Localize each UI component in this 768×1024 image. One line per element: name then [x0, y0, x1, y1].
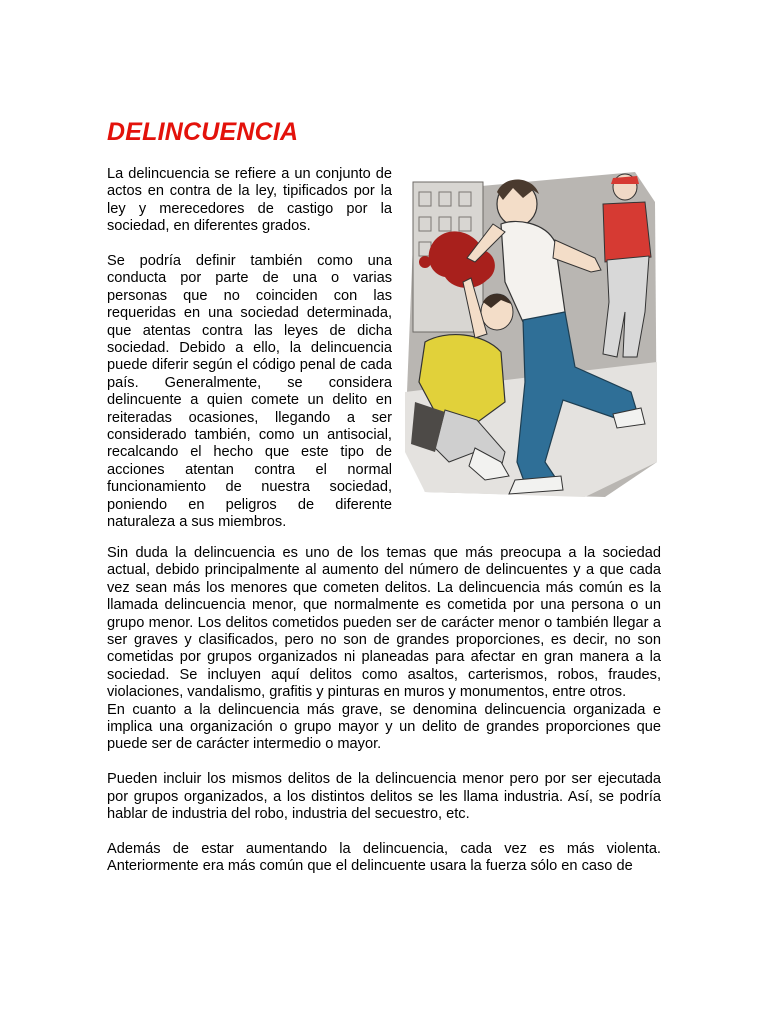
- intro-column: [107, 166, 392, 549]
- paragraph-violence: Además de estar aumentando la delincuencia, cada vez es más violenta. Anteriormente era más común que el delincuente usara la fuerza sólo en caso de: [107, 840, 661, 875]
- main-text: [107, 545, 661, 893]
- paragraph-conduct: Se podría definir también como una conducta por parte de una o varias personas que no coinciden con las requeridas en una sociedad determinada, que atentas contra las leyes de dicha sociedad. Debido a ello, la delincuencia puede diferir según el código penal de cada país. Generalmente, se considera delincuente a quien comete un delito en reiteradas ocasiones, llegando a ser considerado también, como un antisocial, recalcando el hecho que este tipo de acciones atentan contra el normal funcionamiento de nuestra sociedad, poniendo en peligros de diferente naturaleza a sus miembros.: [107, 253, 392, 531]
- street-fight-illustration: [405, 162, 657, 502]
- illustration-drawing: [405, 162, 657, 502]
- document-title: DELINCUENCIA: [107, 118, 299, 146]
- paragraph-industry: Pueden incluir los mismos delitos de la delincuencia menor pero por ser ejecutada por grupos organizados, a los distintos delitos se les llama industria. Así, se podría hablar de industria del robo, industria del secuestro, etc.: [107, 771, 661, 823]
- paragraph-organized: En cuanto a la delincuencia más grave, se denomina delincuencia organizada e implica una organización o grupo mayor y un delito de grandes proporciones que puede ser de carácter intermedio o mayor.: [107, 701, 661, 753]
- paragraph-definition: La delincuencia se refiere a un conjunto de actos en contra de la ley, tipificados por la ley y merecedores de castigo por la sociedad, en diferentes grados.: [107, 166, 392, 235]
- paragraph-concern: Sin duda la delincuencia es uno de los temas que más preocupa a la sociedad actual, debido principalmente al aumento del número de delincuentes y a que cada vez sean más los menores que cometen delitos. La delincuencia más común es la llamada delincuencia menor, que normalmente es cometida por una persona o un grupo menor. Los delitos cometidos pueden ser de carácter menor o también llegar a ser graves y clasificados, pero no son de grandes proporciones, es decir, no son cometidas por grupos organizados ni planeadas para afectar en gran manera a la sociedad. Se incluyen aquí delitos como asaltos, carterismos, robos, fraudes, violaciones, vandalismo, grafitis y pinturas en muros y monumentos, entre otros.: [107, 545, 661, 701]
